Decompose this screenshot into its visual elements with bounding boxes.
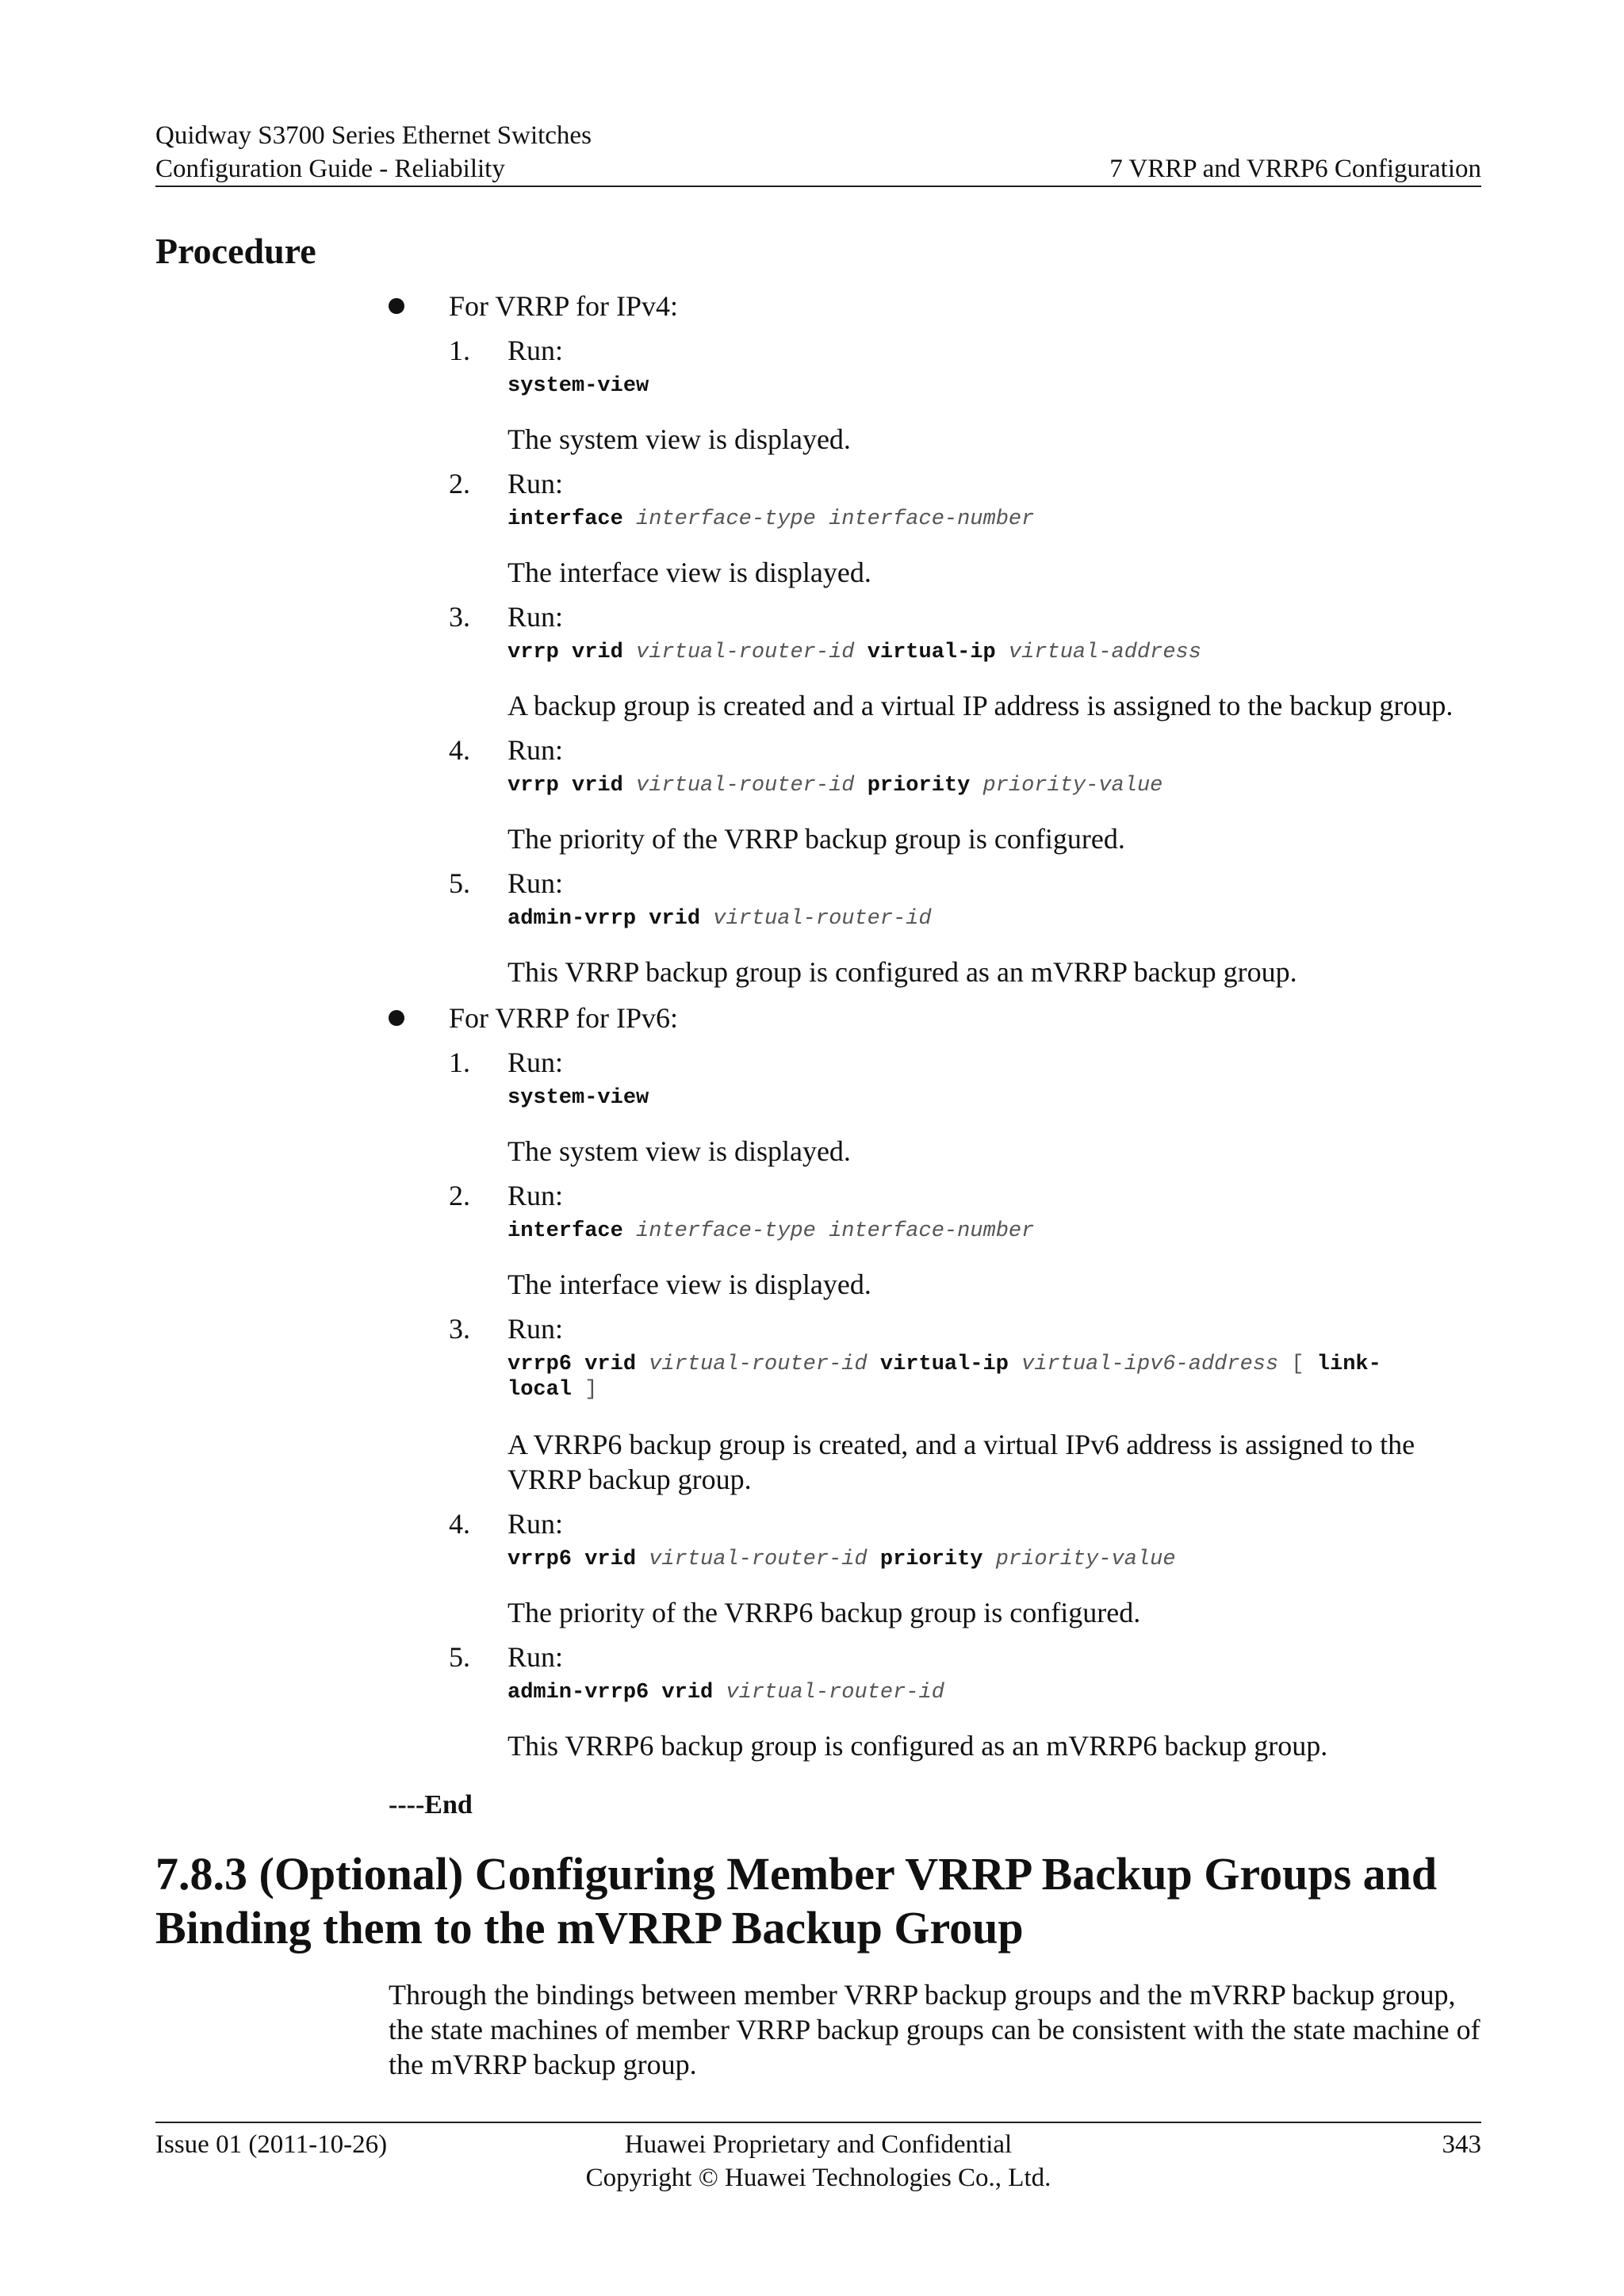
ipv4-step-2-desc: The interface view is displayed. [508, 557, 871, 588]
ipv4-step-1-desc: The system view is displayed. [508, 423, 851, 455]
header-product: Quidway S3700 Series Ethernet Switches [155, 121, 592, 150]
ipv4-step-4-desc: The priority of the VRRP backup group is configured. [508, 823, 1125, 855]
bullet-icon [389, 1010, 404, 1026]
ipv4-step-3-desc: A backup group is created and a virtual IP address is assigned to the backup group. [508, 690, 1454, 721]
ipv6-step-5-command: admin-vrrp6 vrid virtual-router-id [508, 1681, 944, 1705]
end-marker: ----End [389, 1790, 473, 1820]
ipv4-step-5-command: admin-vrrp vrid virtual-router-id [508, 907, 932, 931]
header-guide: Configuration Guide - Reliability [155, 155, 505, 183]
ipv4-step-3-command: vrrp vrid virtual-router-id virtual-ip virtual-address [508, 641, 1201, 664]
ipv4-step-1-command: system-view [508, 374, 649, 398]
ipv6-step-5-desc: This VRRP6 backup group is configured as an mVRRP6 backup group. [508, 1730, 1328, 1762]
procedure-title: Procedure [155, 231, 316, 271]
ipv6-step-1-desc: The system view is displayed. [508, 1135, 851, 1167]
ipv4-step-5-desc: This VRRP backup group is configured as an mVRRP backup group. [508, 956, 1297, 988]
ipv6-step-4-desc: The priority of the VRRP6 backup group is configured. [508, 1597, 1141, 1628]
ipv6-step-3-command: vrrp6 vrid virtual-router-id virtual-ip virtual-ipv6-address [ link- [508, 1353, 1381, 1376]
page-number: 343 [1442, 2130, 1481, 2159]
ipv6-step-1-command: system-view [508, 1086, 649, 1110]
section-title: 7.8.3 (Optional) Configuring Member VRRP Backup Groups and Binding them to the mVRRP Backup Group [155, 1848, 1438, 1954]
ipv6-step-4-command: vrrp6 vrid virtual-router-id priority priority-value [508, 1548, 1176, 1571]
ipv6-step-3-desc: A VRRP6 backup group is created, and a virtual IPv6 address is assigned to the VRRP backup group. [508, 1429, 1415, 1495]
ipv4-step-2-command: interface interface-type interface-number [508, 507, 1035, 531]
bullet-icon [389, 298, 404, 314]
ipv6-step-3-command-cont: local ] [508, 1378, 598, 1402]
page-header [155, 119, 1481, 186]
header-divider [155, 186, 1481, 187]
footer-divider [155, 2122, 1481, 2123]
ipv6-step-2-command: interface interface-type interface-number [508, 1219, 1035, 1243]
ipv4-step-4-command: vrrp vrid virtual-router-id priority priority-value [508, 774, 1163, 798]
section-body: Through the bindings between member VRRP backup groups and the mVRRP backup group, the state machines of member VRRP backup groups can be consistent with the state machine of the mVRRP backup group. [389, 1979, 1480, 2080]
footer-issue: Issue 01 (2011-10-26) [155, 2130, 388, 2159]
ipv6-step-2-desc: The interface view is displayed. [508, 1269, 871, 1300]
footer-copyright: Huawei Proprietary and Confidential Copyright © Huawei Technologies Co., Ltd. [585, 2130, 1051, 2192]
header-chapter: 7 VRRP and VRRP6 Configuration [1109, 155, 1481, 183]
